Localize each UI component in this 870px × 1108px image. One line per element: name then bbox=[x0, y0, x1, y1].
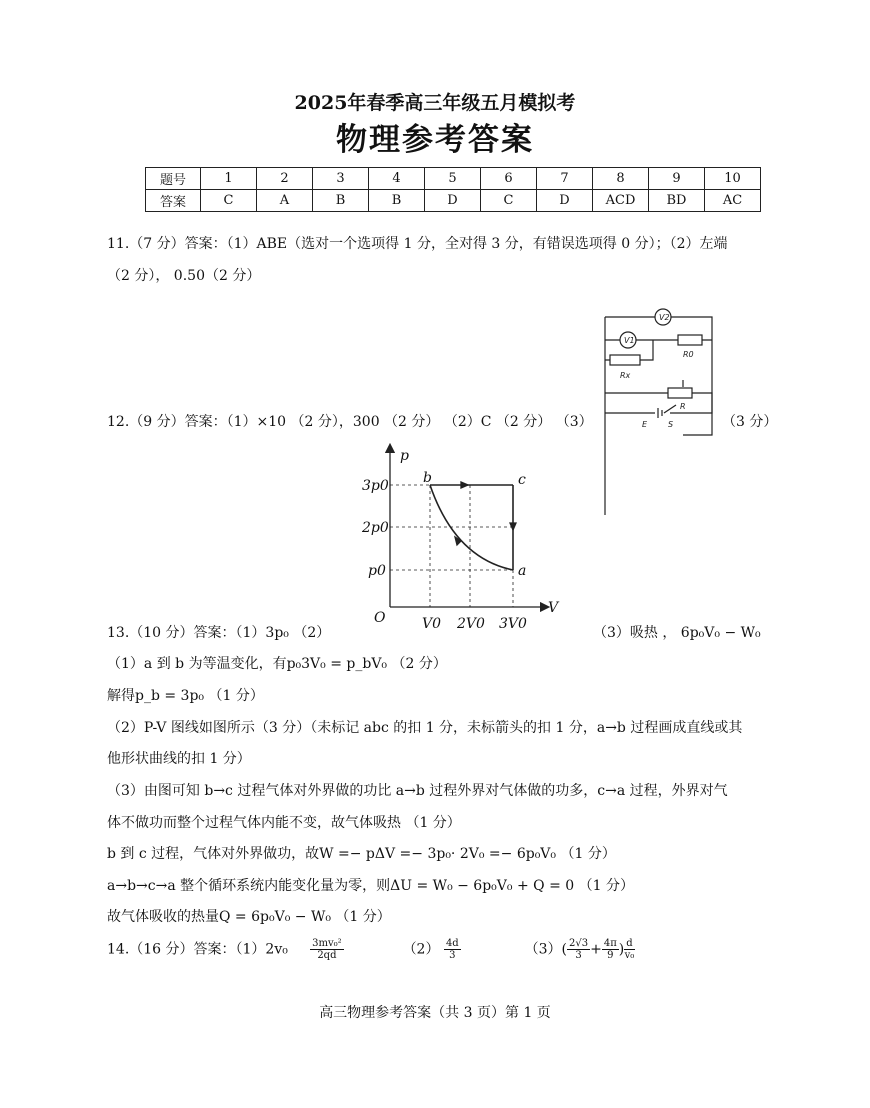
question-number: 4 bbox=[369, 168, 425, 190]
question-number: 2 bbox=[257, 168, 313, 190]
svg-text:V0: V0 bbox=[422, 616, 442, 632]
q13-head-right: （3）吸热 ， 6p₀V₀ − W₀ bbox=[593, 625, 761, 641]
resistor-r0 bbox=[678, 335, 702, 345]
svg-text:p: p bbox=[400, 448, 409, 464]
svg-text:V: V bbox=[548, 600, 559, 616]
svg-text:b: b bbox=[423, 470, 432, 486]
solution-line: 解得p_b = 3p₀ （1 分） bbox=[107, 688, 264, 704]
answer-cell: AC bbox=[705, 190, 761, 212]
answer-table bbox=[145, 167, 761, 212]
svg-text:R: R bbox=[680, 402, 686, 411]
answer-cell: C bbox=[481, 190, 537, 212]
fraction: $\frac{d}{\text{v₀}}$ bbox=[624, 938, 635, 961]
solution-line: 他形状曲线的扣 1 分） bbox=[107, 751, 251, 767]
q13-head: 13.（10 分）答案：（1）3p₀ （2） bbox=[107, 625, 331, 641]
svg-text:V1: V1 bbox=[624, 336, 635, 345]
svg-text:c: c bbox=[518, 472, 526, 488]
svg-text:V2: V2 bbox=[659, 313, 670, 322]
grid-lines bbox=[390, 485, 513, 607]
solution-line: 故气体吸收的热量Q = 6p₀V₀ − W₀ （1 分） bbox=[107, 909, 391, 925]
document-title: 物理参考答案 bbox=[336, 122, 534, 158]
switch-icon bbox=[664, 405, 676, 413]
fraction: $\frac{4\pi}{9}$ bbox=[603, 938, 617, 961]
answer-cell: B bbox=[313, 190, 369, 212]
question-number: 7 bbox=[537, 168, 593, 190]
row-label: 题号 bbox=[146, 168, 201, 190]
svg-text:O: O bbox=[374, 610, 386, 626]
answer-cell: B bbox=[369, 190, 425, 212]
battery-icon bbox=[658, 408, 662, 418]
fraction: $\frac{\text{3mv₀²}}{2qd}$ bbox=[312, 938, 342, 961]
answer-cell: BD bbox=[649, 190, 705, 212]
answer-cell: A bbox=[257, 190, 313, 212]
exam-title: 2025年春季高三年级五月模拟考 bbox=[294, 92, 576, 114]
svg-text:R0: R0 bbox=[683, 350, 694, 359]
svg-text:3V0: 3V0 bbox=[499, 616, 527, 632]
answer-cell: D bbox=[537, 190, 593, 212]
row-label: 答案 bbox=[146, 190, 201, 212]
svg-text:3p0: 3p0 bbox=[362, 478, 389, 494]
page-footer: 高三物理参考答案（共 3 页）第 1 页 bbox=[319, 1005, 551, 1021]
q12-text: 12.（9 分）答案：（1）×10 （2 分），300 （2 分） （2）C （2 分） （3） bbox=[107, 414, 593, 430]
solution-line: （1）a 到 b 为等温变化，有p₀3V₀ = p_bV₀ （2 分） bbox=[107, 656, 447, 672]
solution-line: 体不做功而整个过程气体内能不变，故气体吸热 （1 分） bbox=[107, 815, 461, 831]
answer-cell: D bbox=[425, 190, 481, 212]
svg-text:Rx: Rx bbox=[620, 371, 631, 380]
solution-line: （2）P-V 图线如图所示（3 分）（未标记 abc 的扣 1 分，未标箭头的扣 1 分，a→b 过程画成直线或其 bbox=[107, 720, 743, 736]
resistor-rx bbox=[610, 355, 640, 365]
rheostat-r bbox=[668, 388, 692, 398]
question-number: 8 bbox=[593, 168, 649, 190]
svg-text:2p0: 2p0 bbox=[362, 520, 389, 536]
svg-text:E: E bbox=[642, 420, 648, 429]
question-number: 3 bbox=[313, 168, 369, 190]
question-number: 6 bbox=[481, 168, 537, 190]
question-number: 10 bbox=[705, 168, 761, 190]
fraction: $\frac{4d}{3}$ bbox=[445, 938, 459, 961]
svg-text:2V0: 2V0 bbox=[457, 616, 485, 632]
q11-line2: （2 分）， 0.50（2 分） bbox=[107, 268, 261, 284]
solution-line: a→b→c→a 整个循环系统内能变化量为零，则ΔU = W₀ − 6p₀V₀ + Q = 0 （1 分） bbox=[107, 878, 634, 894]
answer-cell: C bbox=[201, 190, 257, 212]
answer-cell: ACD bbox=[593, 190, 649, 212]
fraction: $\frac{2√3}{3}$ bbox=[568, 938, 589, 961]
question-number: 1 bbox=[201, 168, 257, 190]
question-number: 9 bbox=[649, 168, 705, 190]
q12-score: （3 分） bbox=[722, 414, 778, 430]
solution-line: b 到 c 过程，气体对外界做功，故W =− pΔV =− 3p₀· 2V₀ =− 6p₀V₀ （1 分） bbox=[107, 846, 616, 862]
svg-text:a: a bbox=[518, 563, 527, 579]
ab-curve bbox=[430, 485, 513, 570]
circuit-diagram bbox=[600, 285, 720, 429]
svg-text:p0: p0 bbox=[368, 563, 386, 579]
q11-line1: 11.（7 分）答案：（1）ABE（选对一个选项得 1 分，全对得 3 分，有错误选项得 0 分）；（2）左端 bbox=[107, 236, 728, 252]
question-number: 5 bbox=[425, 168, 481, 190]
q14-answer: 14.（16 分）答案：（1）2v₀ $\frac{\text{3mv₀²}}{2qd}$ （2） $\frac{4d}{3}$ （3）( $\frac{2√3}{3}$ + $\frac{4\pi}{9}$ ) $\frac{d}{\text{v₀}}$ bbox=[107, 938, 635, 961]
pv-graph bbox=[360, 440, 570, 640]
solution-line: （3）由图可知 b→c 过程气体对外界做的功比 a→b 过程外界对气体做的功多，c→a 过程，外界对气 bbox=[107, 783, 728, 799]
svg-text:S: S bbox=[668, 420, 674, 429]
